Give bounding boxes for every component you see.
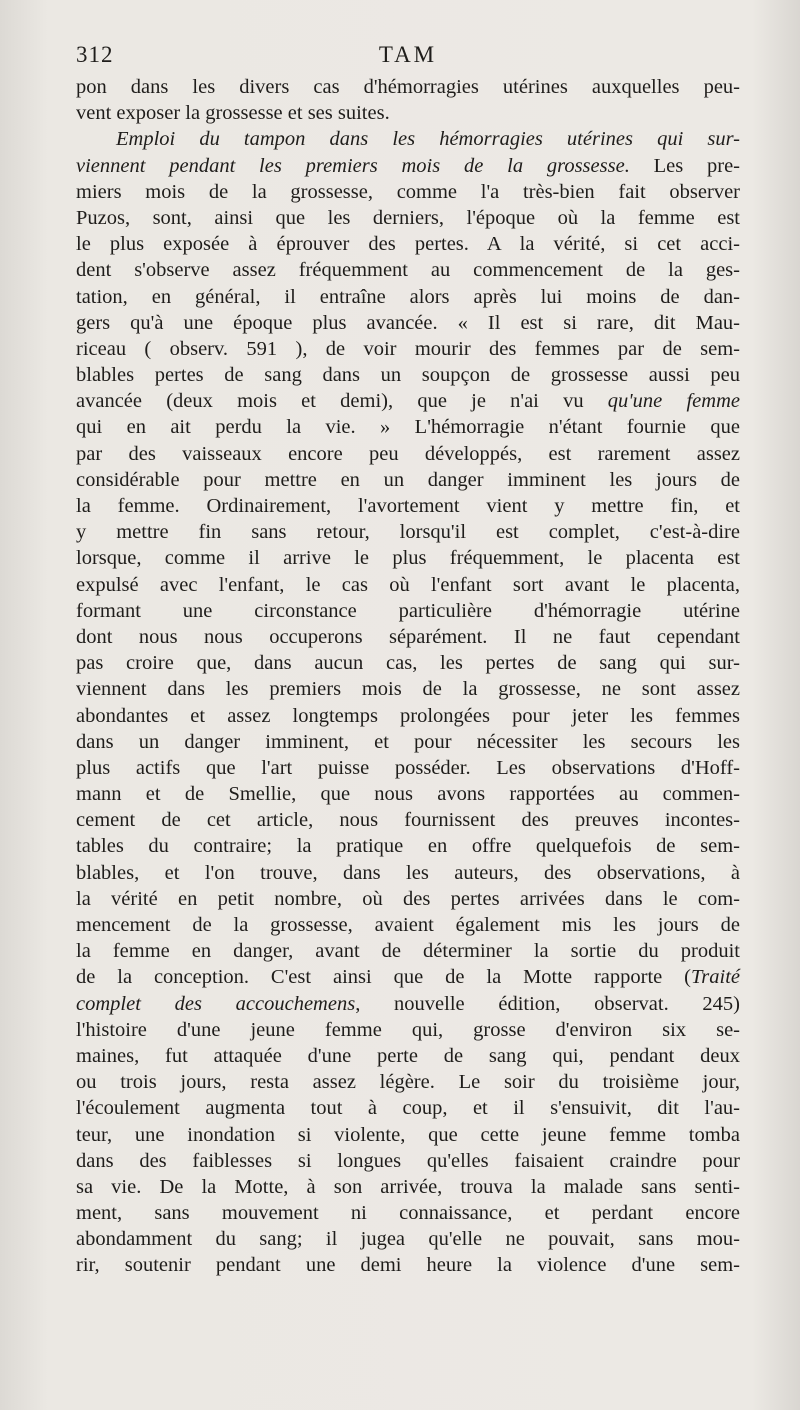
text-line: tables du contraire; la pratique en offre quelquefois de sem- xyxy=(76,835,740,858)
text-line: abondamment du sang; il jugea qu'elle ne pouvait, sans mou- xyxy=(76,1228,740,1251)
text-line: la femme. Ordinairement, l'avortement vient y mettre fin, et xyxy=(76,495,740,517)
text-line: riceau ( observ. 591 ), de voir mourir des femmes par de sem- xyxy=(76,337,740,360)
text-line: miers mois de la grossesse, comme l'a très-bien fait observer xyxy=(76,180,740,203)
italic-text: Emploi du tampon dans les hémorragies utérines qui sur- xyxy=(116,128,740,151)
text-line: teur, une inondation si violente, que cette jeune femme tomba xyxy=(76,1123,740,1146)
text-line: la femme en danger, avant de déterminer la sortie du produit xyxy=(76,940,740,963)
text-line: abondantes et assez longtemps prolongées pour jeter les femmes xyxy=(76,704,740,727)
text-line: ou trois jours, resta assez légère. Le soir du troisième jour, xyxy=(76,1071,740,1094)
text-line: mencement de la grossesse, avaient également mis les jours de xyxy=(76,914,740,936)
text-line: maines, fut attaquée d'une perte de sang qui, pendant deux xyxy=(76,1044,740,1067)
text-line xyxy=(76,126,740,152)
text-line: l'écoulement augmenta tout à coup, et il s'ensuivit, dit l'au- xyxy=(76,1097,740,1120)
text-line: qui en ait perdu la vie. » L'hémorragie n'étant fournie que xyxy=(76,416,740,439)
text-line: cement de cet article, nous fournissent des preuves incontes- xyxy=(76,809,740,832)
body-text xyxy=(76,74,740,1279)
text-line: y mettre fin sans retour, lorsqu'il est complet, c'est-à-dire xyxy=(76,521,740,544)
text-line: blables, et l'on trouve, dans les auteurs, des observations, à xyxy=(76,861,740,884)
text-segment: Les pre- xyxy=(629,154,740,177)
text-line: tation, en général, il entraîne alors après lui moins de dan- xyxy=(76,285,740,308)
text-line: ment, sans mouvement ni connaissance, et perdant encore xyxy=(76,1202,740,1225)
text-line: considérable pour mettre en un danger imminent les jours de xyxy=(76,468,740,491)
italic-text: Traité xyxy=(691,966,740,989)
text-line: dont nous nous occuperons séparément. Il ne faut cependant xyxy=(76,625,740,648)
italic-text: qu'une femme xyxy=(607,390,740,413)
text-line: mann et de Smellie, que nous avons rapportées au commen- xyxy=(76,783,740,806)
italic-text: complet des accouchemens xyxy=(76,992,356,1015)
text-line: l'histoire d'une jeune femme qui, grosse d'environ six se- xyxy=(76,1018,740,1041)
text-segment: de la conception. C'est ainsi que de la Motte rapporte ( xyxy=(76,966,691,989)
text-line: lorsque, comme il arrive le plus fréquemment, le placenta est xyxy=(76,547,740,570)
text-segment: avancée (deux mois et demi), que je n'ai vu xyxy=(76,390,608,413)
text-line: pon dans les divers cas d'hémorragies utérines auxquelles peu- xyxy=(76,76,740,98)
text-line: pas croire que, dans aucun cas, les pertes de sang qui sur- xyxy=(76,652,740,675)
text-line: dans des faiblesses si longues qu'elles faisaient craindre pour xyxy=(76,1149,740,1172)
text-line: blables pertes de sang dans un soupçon de grossesse aussi peu xyxy=(76,364,740,387)
text-line xyxy=(76,388,740,414)
running-head: TAM xyxy=(378,42,438,67)
text-line xyxy=(76,964,740,990)
text-line: dent s'observe assez fréquemment au commencement de la ges- xyxy=(76,259,740,282)
text-line: rir, soutenir pendant une demi heure la violence d'une sem- xyxy=(76,1254,740,1277)
text-line xyxy=(76,153,740,179)
text-line: sa vie. De la Motte, à son arrivée, trouva la malade sans senti- xyxy=(76,1175,740,1198)
text-line: formant une circonstance particulière d'hémorragie utérine xyxy=(76,599,740,622)
text-line: expulsé avec l'enfant, le cas où l'enfant sort avant le placenta, xyxy=(76,573,740,596)
text-line: viennent dans les premiers mois de la grossesse, ne sont assez xyxy=(76,678,740,701)
text-line: la vérité en petit nombre, où des pertes arrivées dans le com- xyxy=(76,887,740,910)
text-line: le plus exposée à éprouver des pertes. A la vérité, si cet acci- xyxy=(76,233,740,256)
text-line: par des vaisseaux encore peu développés, est rarement assez xyxy=(76,442,740,465)
text-line: plus actifs que l'art puisse posséder. Les observations d'Hoff- xyxy=(76,756,740,779)
italic-text: viennent pendant les premiers mois de la grossesse. xyxy=(76,154,630,177)
text-segment: , nouvelle édition, observat. 245) xyxy=(355,992,740,1015)
text-line: vent exposer la grossesse et ses suites. xyxy=(76,102,390,125)
text-line: Puzos, sont, ainsi que les derniers, l'époque où la femme est xyxy=(76,206,740,229)
text-line: gers qu'à une époque plus avancée. « Il est si rare, dit Mau- xyxy=(76,311,740,334)
page-number: 312 xyxy=(76,42,114,67)
text-line: dans un danger imminent, et pour nécessiter les secours les xyxy=(76,730,740,753)
page-header xyxy=(76,40,740,74)
text-line xyxy=(76,991,740,1017)
